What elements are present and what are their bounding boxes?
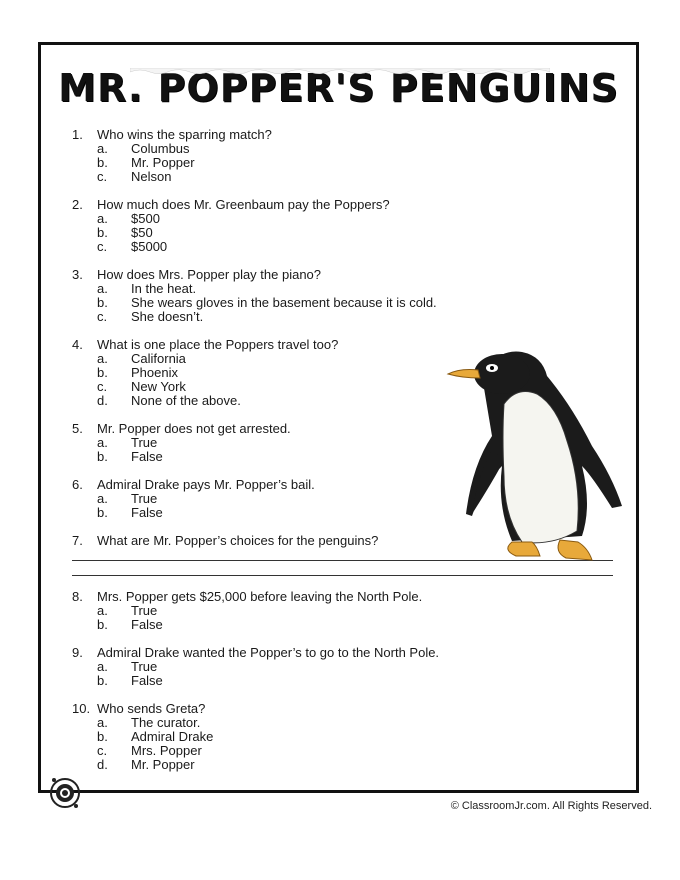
option-letter: c.: [97, 379, 108, 394]
option-letter: b.: [97, 295, 108, 310]
option-letter: a.: [97, 281, 108, 296]
worksheet-title: MR. POPPER'S PENGUINS: [58, 66, 619, 110]
option-text: True: [131, 659, 158, 674]
question-text: What is one place the Poppers travel too?: [97, 337, 339, 352]
option-letter: d.: [97, 393, 108, 408]
question-text: What are Mr. Popper’s choices for the penguins?: [97, 533, 379, 548]
question-number: 9.: [72, 645, 83, 660]
option-letter: a.: [97, 491, 108, 506]
classroomjr-logo-icon: [46, 774, 84, 812]
option-letter: d.: [97, 757, 108, 772]
option-text: Columbus: [131, 141, 190, 156]
option-text: The curator.: [131, 715, 201, 730]
question-text: Admiral Drake wanted the Popper’s to go to the North Pole.: [97, 645, 440, 660]
option-text: In the heat.: [131, 281, 197, 296]
option-letter: c.: [97, 239, 108, 254]
question-number: 2.: [72, 197, 83, 212]
option-letter: c.: [97, 743, 108, 758]
option-text: She wears gloves in the basement because it is cold.: [131, 295, 437, 310]
option-text: Phoenix: [131, 365, 178, 380]
option-letter: a.: [97, 603, 108, 618]
option-letter: c.: [97, 309, 108, 324]
option-text: Mrs. Popper: [131, 743, 202, 758]
option-letter: c.: [97, 169, 108, 184]
option-text: Nelson: [131, 169, 172, 184]
penguin-icon: [442, 346, 632, 564]
option-letter: b.: [97, 729, 108, 744]
option-text: None of the above.: [131, 393, 241, 408]
question-text: Admiral Drake pays Mr. Popper’s bail.: [97, 477, 315, 492]
question-number: 8.: [72, 589, 83, 604]
question-number: 1.: [72, 127, 83, 142]
option-text: True: [131, 603, 158, 618]
question-number: 4.: [72, 337, 83, 352]
option-letter: b.: [97, 155, 108, 170]
option-letter: b.: [97, 505, 108, 520]
option-text: New York: [131, 379, 186, 394]
option-letter: a.: [97, 659, 108, 674]
option-text: True: [131, 491, 158, 506]
question-number: 7.: [72, 533, 83, 548]
option-letter: a.: [97, 715, 108, 730]
question-text: How much does Mr. Greenbaum pay the Poppers?: [97, 197, 390, 212]
answer-line: [72, 575, 613, 576]
option-text: Admiral Drake: [131, 729, 214, 744]
question-number: 6.: [72, 477, 83, 492]
option-text: False: [131, 505, 163, 520]
option-text: She doesn’t.: [131, 309, 204, 324]
option-letter: a.: [97, 141, 108, 156]
question-text: Mrs. Popper gets $25,000 before leaving the North Pole.: [97, 589, 423, 604]
option-letter: a.: [97, 211, 108, 226]
snow-decoration: [130, 68, 550, 78]
option-text: Mr. Popper: [131, 155, 195, 170]
option-text: $50: [131, 225, 153, 240]
option-text: $500: [131, 211, 160, 226]
question-number: 5.: [72, 421, 83, 436]
question-text: How does Mrs. Popper play the piano?: [97, 267, 322, 282]
option-letter: b.: [97, 673, 108, 688]
option-letter: b.: [97, 449, 108, 464]
question-text: Mr. Popper does not get arrested.: [97, 421, 291, 436]
option-text: False: [131, 617, 163, 632]
option-text: True: [131, 435, 158, 450]
copyright-text: © ClassroomJr.com. All Rights Reserved.: [450, 800, 652, 812]
question-text: Who sends Greta?: [97, 701, 206, 716]
question-text: Who wins the sparring match?: [97, 127, 272, 142]
option-text: $5000: [131, 239, 168, 254]
option-letter: b.: [97, 617, 108, 632]
option-text: False: [131, 449, 163, 464]
option-text: California: [131, 351, 186, 366]
option-letter: b.: [97, 225, 108, 240]
option-letter: a.: [97, 351, 108, 366]
question-number: 3.: [72, 267, 83, 282]
option-letter: a.: [97, 435, 108, 450]
option-text: False: [131, 673, 163, 688]
question-number: 10.: [72, 701, 91, 716]
option-letter: b.: [97, 365, 108, 380]
option-text: Mr. Popper: [131, 757, 195, 772]
